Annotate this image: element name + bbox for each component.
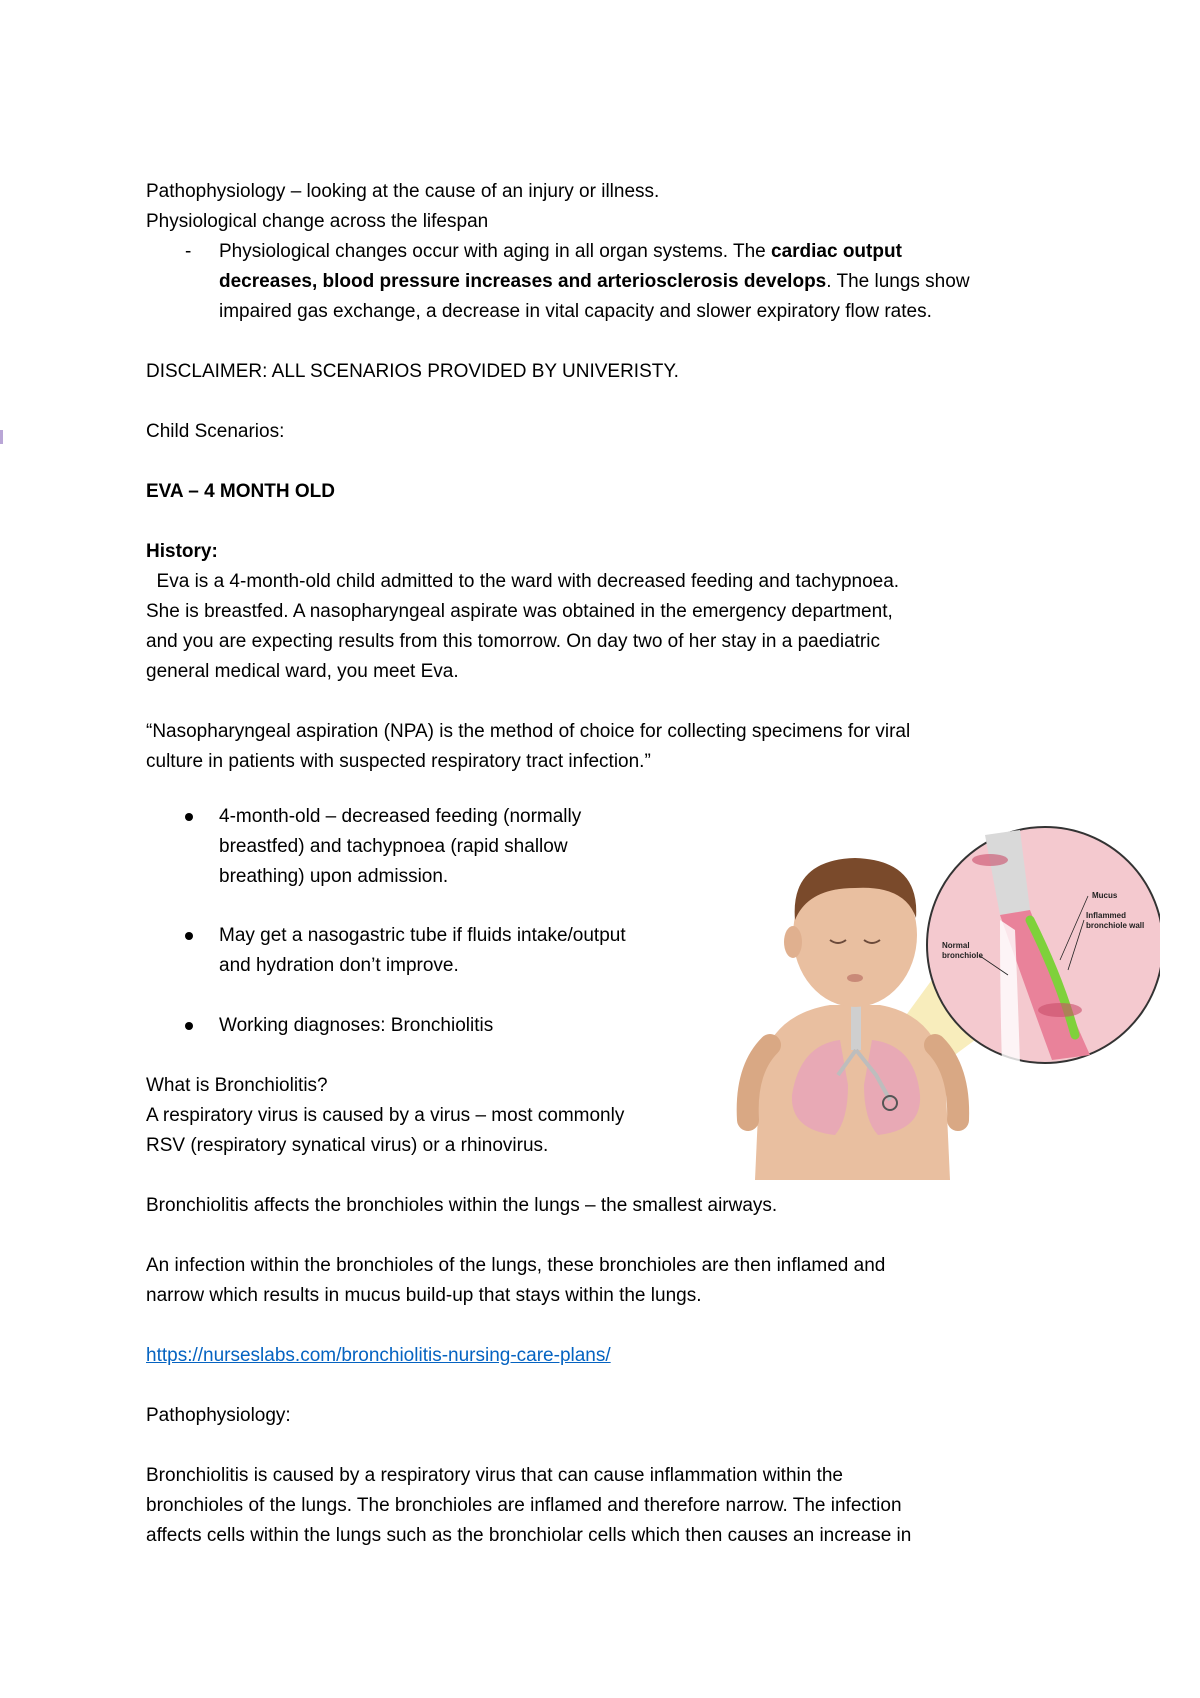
pathophysiology-heading: Pathophysiology: — [146, 1405, 291, 1426]
aging-line-3: impaired gas exchange, a decrease in vital capacity and slower expiratory flow rates. — [219, 301, 932, 322]
label-normal-2: bronchiole — [942, 951, 983, 960]
label-mucus: Mucus — [1092, 891, 1118, 900]
patho-line-3: affects cells within the lungs such as the bronchiolar cells which then causes an increase in — [146, 1525, 912, 1546]
aging-line-2 — [219, 267, 970, 297]
history-line-3: and you are expecting results from this tomorrow. On day two of her stay in a paediatric — [146, 631, 880, 652]
bullet-1-line-3: breathing) upon admission. — [219, 866, 449, 887]
disclaimer: DISCLAIMER: ALL SCENARIOS PROVIDED BY UNIVERISTY. — [146, 361, 679, 382]
eva-heading: EVA – 4 MONTH OLD — [146, 481, 335, 502]
affects-line: Bronchiolitis affects the bronchioles within the lungs – the smallest airways. — [146, 1195, 778, 1216]
aging-line-1 — [219, 237, 902, 267]
trachea — [851, 1005, 861, 1050]
bullet-marker — [185, 1022, 193, 1030]
edge-mark — [0, 430, 3, 444]
quote-line-2: culture in patients with suspected respiratory tract infection.” — [146, 751, 651, 772]
history-heading: History: — [146, 541, 218, 562]
bullet-2-line-2: and hydration don’t improve. — [219, 955, 459, 976]
infant-ear — [784, 926, 802, 958]
bullet-marker — [185, 932, 193, 940]
bullet-1-line-1: 4-month-old – decreased feeding (normally — [219, 806, 582, 827]
aging-text-2: . The lungs show — [826, 271, 970, 292]
dash-marker: - — [185, 241, 192, 262]
quote-line-1: “Nasopharyngeal aspiration (NPA) is the method of choice for collecting specimens for viral — [146, 721, 911, 742]
vessel — [972, 854, 1008, 866]
history-line-1: Eva is a 4-month-old child admitted to the ward with decreased feeding and tachypnoea. — [146, 571, 900, 592]
bullet-3: Working diagnoses: Bronchiolitis — [219, 1015, 494, 1036]
history-line-2: She is breastfed. A nasopharyngeal aspirate was obtained in the emergency department, — [146, 601, 893, 622]
vessel — [1038, 1003, 1082, 1017]
bronchiolitis-illustration — [730, 800, 1160, 1180]
bullet-1-line-2: breastfed) and tachypnoea (rapid shallow — [219, 836, 568, 857]
label-normal-1: Normal — [942, 941, 970, 950]
what-heading: What is Bronchiolitis? — [146, 1075, 328, 1096]
infant-mouth — [847, 974, 863, 982]
history-line-4: general medical ward, you meet Eva. — [146, 661, 459, 682]
bullet-2-line-1: May get a nasogastric tube if fluids intake/output — [219, 925, 626, 946]
intro-line: Pathophysiology – looking at the cause of an injury or illness. — [146, 181, 660, 202]
infection-line-2: narrow which results in mucus build-up that stays within the lungs. — [146, 1285, 702, 1306]
bullet-marker — [185, 813, 193, 821]
infection-line-1: An infection within the bronchioles of the lungs, these bronchioles are then inflamed and — [146, 1255, 886, 1276]
nurseslabs-link[interactable]: https://nurseslabs.com/bronchiolitis-nursing-care-plans/ — [146, 1345, 611, 1366]
patho-line-1: Bronchiolitis is caused by a respiratory virus that can cause inflammation within the — [146, 1465, 843, 1486]
what-line-2: RSV (respiratory synatical virus) or a rhinovirus. — [146, 1135, 549, 1156]
what-line-1: A respiratory virus is caused by a virus – most commonly — [146, 1105, 625, 1126]
lifespan-heading: Physiological change across the lifespan — [146, 211, 489, 232]
label-inflamed-1: Inflammed — [1086, 911, 1127, 920]
patho-line-2: bronchioles of the lungs. The bronchioles are inflamed and therefore narrow. The infection — [146, 1495, 902, 1516]
aging-text: Physiological changes occur with aging in all organ systems. The — [219, 241, 771, 262]
label-inflamed-2: bronchiole wall — [1086, 921, 1145, 930]
aging-bold-2: decreases, blood pressure increases and arteriosclerosis develops — [219, 271, 827, 292]
child-scenarios-heading: Child Scenarios: — [146, 421, 285, 442]
aging-bold: cardiac output — [771, 241, 902, 262]
